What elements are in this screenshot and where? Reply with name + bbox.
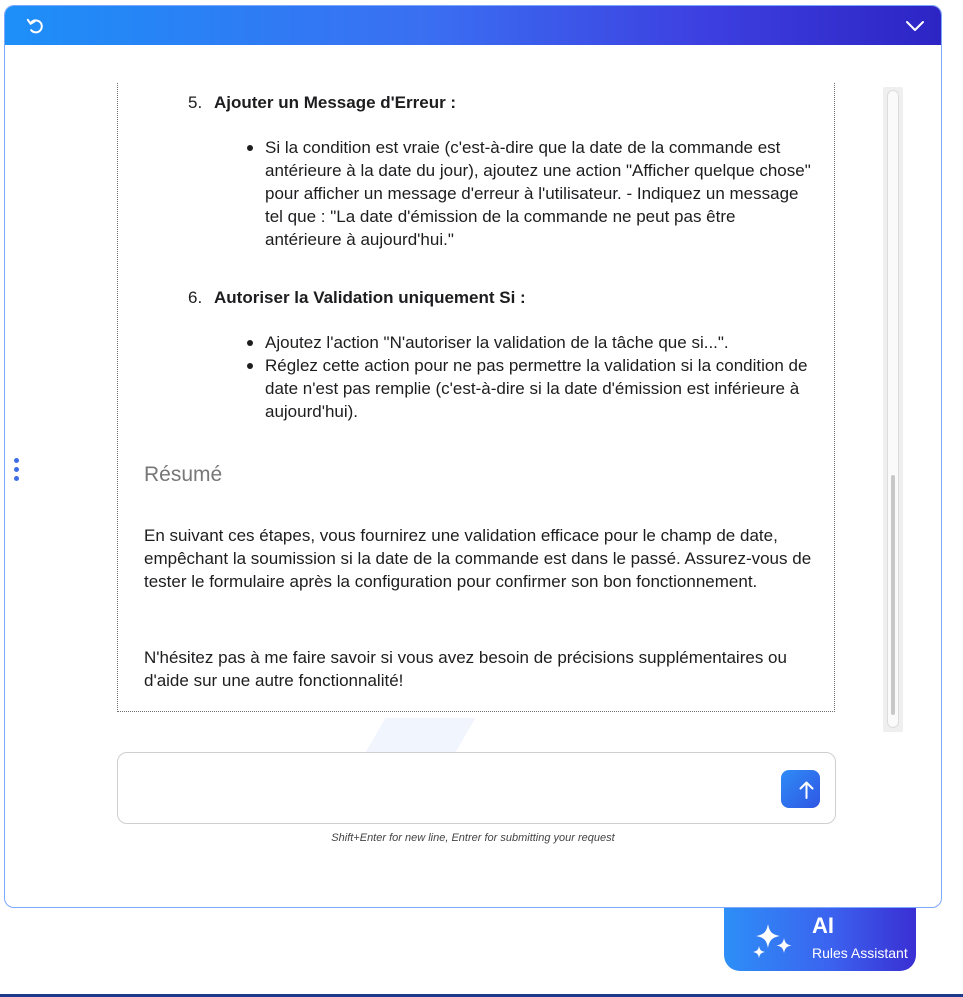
summary-paragraph: En suivant ces étapes, vous fournirez une validation efficace pour le champ de date, empêchant la soumission si la date de la commande est dans le passé. Assurez-vous de tester le formulaire après la configuration pour confirmer son bon fonctionnement. — [144, 526, 812, 591]
closing-paragraph: N'hésitez pas à me faire savoir si vous avez besoin de précisions supplémentaires ou d'aide sur une autre fonctionnalité! — [144, 648, 787, 690]
refresh-icon[interactable] — [23, 14, 47, 38]
panel-header — [5, 6, 941, 45]
list-item: Réglez cette action pour ne pas permettre la validation si la condition de date n'est pas remplie (c'est-à-dire si la date d'émission est inférieure à aujourd'hui). — [245, 354, 815, 423]
summary-heading: Résumé — [144, 463, 223, 486]
step-6-list — [245, 331, 815, 423]
composer-hint: Shift+Enter for new line, Entrer for submitting your request — [331, 832, 615, 844]
step-5-list — [245, 136, 815, 251]
step-6-heading: 6. Autoriser la Validation uniquement Si : — [188, 288, 526, 307]
scrollbar-thumb[interactable] — [891, 475, 895, 715]
list-item: Si la condition est vraie (c'est-à-dire que la date de la commande est antérieure à la date du jour), ajoutez une action "Afficher quelque chose" pour afficher un message d'erreur à l'utilisateur. - Indiquez un message tel que : "La date d'émission de la commande ne peut pas être antérieure à aujourd'hui." — [245, 136, 815, 251]
sparkles-icon — [746, 918, 798, 962]
badge-subtitle: Rules Assistant — [812, 945, 908, 961]
send-button[interactable] — [781, 770, 820, 808]
message-input[interactable] — [132, 765, 776, 815]
chevron-down-icon[interactable] — [903, 14, 927, 38]
arrow-up-icon — [787, 771, 826, 809]
chat-panel — [4, 5, 942, 908]
assistant-message — [117, 83, 835, 712]
badge-title: AI — [812, 913, 834, 938]
message-scrollbar[interactable] — [883, 87, 903, 732]
resize-handle[interactable] — [13, 458, 21, 486]
message-composer — [117, 752, 836, 824]
background-decoration — [365, 718, 476, 754]
ai-rules-assistant-button[interactable] — [724, 908, 916, 971]
list-item: Ajoutez l'action "N'autoriser la validation de la tâche que si...". — [245, 331, 815, 354]
step-5-heading: 5. Ajouter un Message d'Erreur : — [188, 93, 457, 112]
